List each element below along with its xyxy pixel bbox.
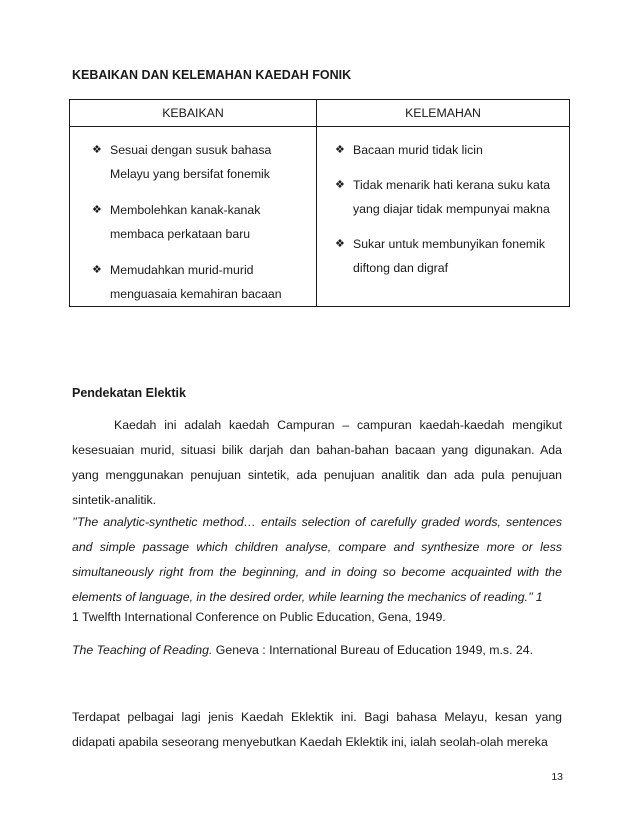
kelemahan-cell: [317, 127, 570, 307]
diamond-bullet-icon: ❖: [92, 204, 102, 216]
list-item: ❖ Tidak menarik hati kerana suku kata yang diajar tidak mempunyai makna: [317, 173, 569, 221]
section-subheading: Pendekatan Elektik: [72, 386, 186, 400]
diamond-bullet-icon: ❖: [335, 238, 345, 250]
diamond-bullet-icon: ❖: [335, 179, 345, 191]
list-item: ❖ Membolehkan kanak-kanak membaca perkataan baru: [70, 198, 316, 246]
kebaikan-cell: [70, 127, 317, 307]
diamond-bullet-icon: ❖: [335, 144, 345, 156]
quote-paragraph: ’’The analytic-synthetic method… entails selection of carefully graded words, sentences and simple passage which children analyse, compare and synthesize more or less simultaneously right from the beginning, and in doing so become acquainted with the elements of language, in the desired order, while learning the mechanics of reading.’’ 1: [72, 515, 562, 604]
diamond-bullet-icon: ❖: [92, 264, 102, 276]
reference-title: The Teaching of Reading.: [72, 643, 213, 657]
list-item: ❖ Sukar untuk membunyikan fonemik diftong dan digraf: [317, 232, 569, 280]
list-item: ❖ Bacaan murid tidak licin: [317, 138, 569, 162]
reference-details: Geneva : International Bureau of Education 1949, m.s. 24.: [212, 643, 533, 657]
comparison-table: [69, 99, 570, 307]
page-number: 13: [551, 771, 563, 783]
column-header-kelemahan: KELEMAHAN: [317, 100, 570, 127]
body-paragraph: Terdapat pelbagai lagi jenis Kaedah Eklektik ini. Bagi bahasa Melayu, kesan yang didapati apabila seseorang menyebutkan Kaedah Eklektik ini, ialah seolah-olah mereka: [72, 710, 562, 749]
reference: [72, 638, 562, 663]
section-heading: KEBAIKAN DAN KELEMAHAN KAEDAH FONIK: [72, 68, 352, 82]
list-item: ❖ Sesuai dengan susuk bahasa Melayu yang bersifat fonemik: [70, 138, 316, 186]
list-item: ❖ Memudahkan murid-murid menguasaia kemahiran bacaan: [70, 258, 316, 306]
footnote: 1 Twelfth International Conference on Public Education, Gena, 1949.: [72, 610, 446, 624]
body-paragraph: Kaedah ini adalah kaedah Campuran – campuran kaedah-kaedah mengikut kesesuaian murid, situasi bilik darjah dan bahan-bahan bacaan yang digunakan. Ada yang menggunakan penujuan sintetik, ada penujuan analitik dan ada pula penujuan sintetik-analitik.: [72, 418, 562, 507]
diamond-bullet-icon: ❖: [92, 144, 102, 156]
column-header-kebaikan: KEBAIKAN: [70, 100, 317, 127]
